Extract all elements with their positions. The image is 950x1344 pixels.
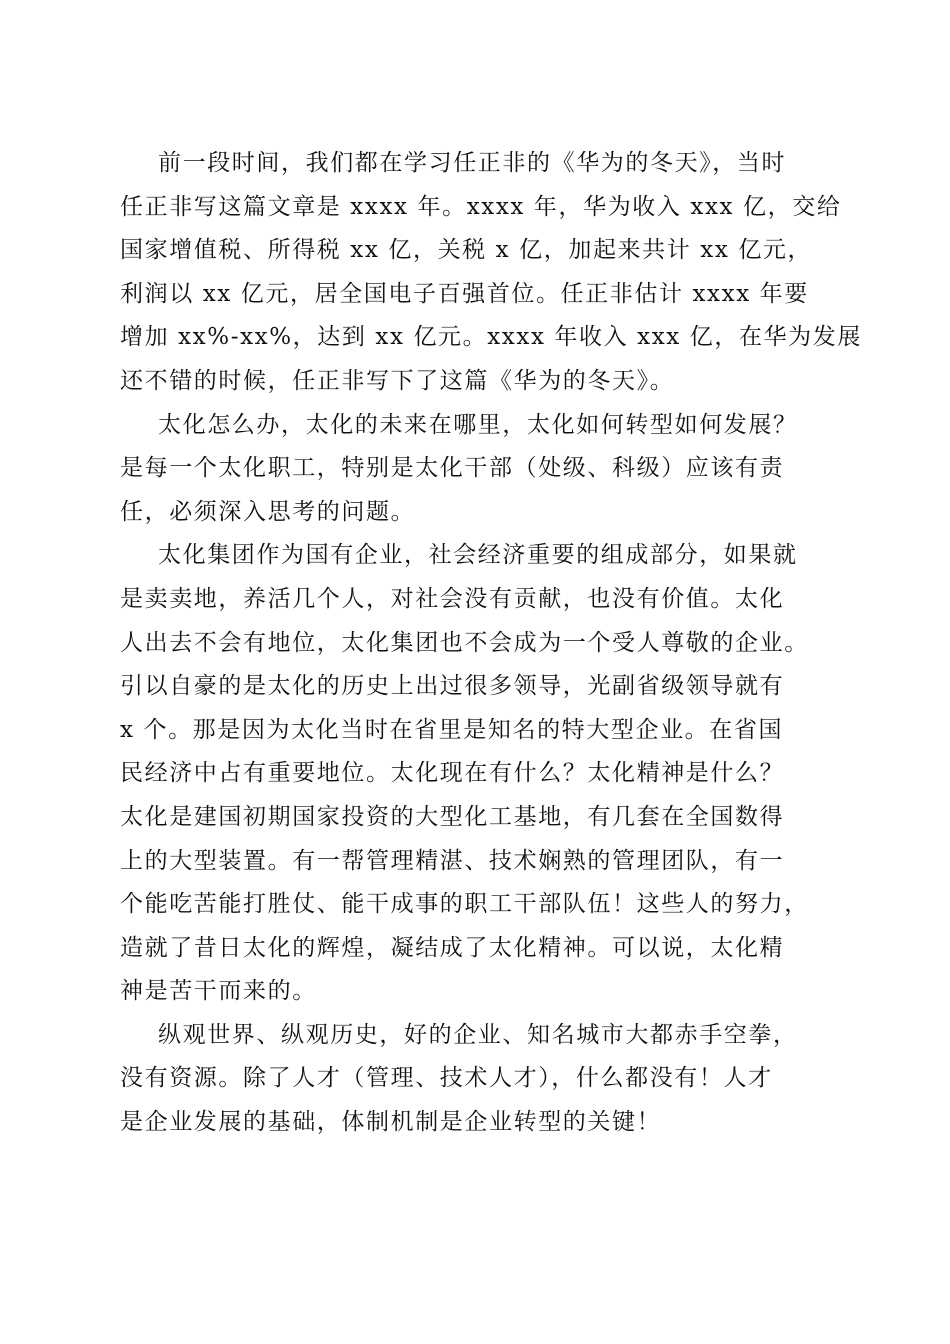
text-line: 是每一个太化职工，特别是太化干部（处级、科级）应该有责 bbox=[120, 455, 785, 482]
text-line: 太化集团作为国有企业，社会经济重要的组成部分，如果就 bbox=[158, 542, 798, 569]
text-line: 太化是建国初期国家投资的大型化工基地，有几套在全国数得 bbox=[120, 803, 785, 830]
paragraph-taihua-spirit bbox=[120, 534, 832, 1014]
text-line: 上的大型装置。有一帮管理精湛、技术娴熟的管理团队，有一 bbox=[120, 847, 785, 874]
text-line: 个能吃苦能打胜仗、能干成事的职工干部队伍！这些人的努力， bbox=[120, 891, 809, 918]
text-line: 前一段时间，我们都在学习任正非的《华为的冬天》，当时 bbox=[158, 150, 787, 176]
text-line: 任，必须深入思考的问题。 bbox=[120, 498, 416, 525]
document-page bbox=[120, 142, 862, 1145]
text-line: 民经济中占有重要地位。太化现在有什么？太化精神是什么？ bbox=[120, 760, 785, 787]
text-line: 还不错的时候，任正非写下了这篇《华为的冬天》。 bbox=[120, 367, 675, 394]
text-line: 神是苦干而来的。 bbox=[120, 978, 317, 1005]
text-line: 任正非写这篇文章是 xxxx 年。xxxx 年，华为收入 xxx 亿，交给 bbox=[120, 193, 842, 220]
text-line: 人出去不会有地位，太化集团也不会成为一个受人尊敬的企业。 bbox=[120, 629, 809, 656]
text-line: 增加 xx%-xx%，达到 xx 亿元。xxxx 年收入 xxx 亿，在华为发展 bbox=[120, 324, 862, 351]
text-line: 造就了昔日太化的辉煌，凝结成了太化精神。可以说，太化精 bbox=[120, 934, 785, 961]
text-line: 纵观世界、纵观历史，好的企业、知名城市大都赤手空拳， bbox=[158, 1021, 798, 1048]
text-line: 没有资源。除了人才（管理、技术人才），什么都没有！人才 bbox=[120, 1065, 773, 1092]
text-line: 国家增值税、所得税 xx 亿，关税 x 亿，加起来共计 xx 亿元， bbox=[120, 237, 813, 264]
text-line: 引以自豪的是太化的历史上出过很多领导，光副省级领导就有 bbox=[120, 673, 785, 700]
paragraph-taihua-future bbox=[120, 404, 832, 535]
paragraph-huawei-winter bbox=[120, 142, 862, 404]
text-line: 太化怎么办，太化的未来在哪里，太化如何转型如何发展？ bbox=[158, 411, 798, 438]
paragraph-talent-mechanism bbox=[120, 1014, 832, 1145]
text-line: 是卖卖地，养活几个人，对社会没有贡献，也没有价值。太化 bbox=[120, 585, 785, 612]
text-line: 是企业发展的基础，体制机制是企业转型的关键！ bbox=[120, 1109, 662, 1136]
text-line: 利润以 xx 亿元，居全国电子百强首位。任正非估计 xxxx 年要 bbox=[120, 280, 809, 307]
text-line: x 个。那是因为太化当时在省里是知名的特大型企业。在省国 bbox=[120, 716, 784, 743]
